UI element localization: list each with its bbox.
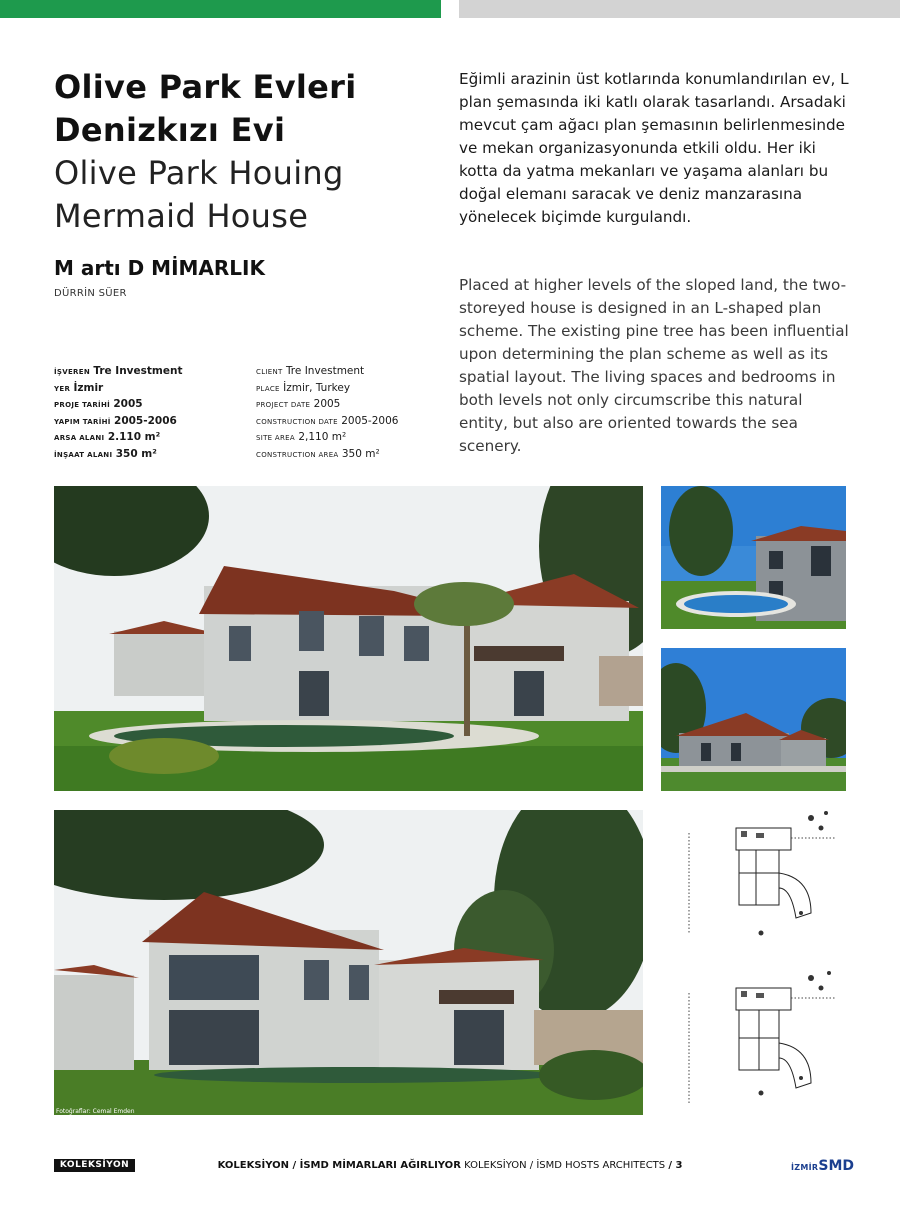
top-bar-gray bbox=[459, 0, 900, 18]
photo-house-garden bbox=[54, 810, 643, 1115]
photo-house-lawn bbox=[661, 648, 846, 791]
info-row: İŞVEREN Tre Investment bbox=[54, 365, 183, 377]
body-text-tr: Eğimli arazinin üst kotlarında konumlandırılan ev, L plan şemasında iki katlı olarak tasarlandı. Arsadaki mevcut çam ağacı plan şemasının belirlenmesinde ve mekan organizasyonunda etkili oldu. Her iki kotta da yatma mekanları ve yaşama alanları bu doğal elemanı saracak ve deniz manzarasına yönelecek biçimde kurgulandı. bbox=[459, 70, 849, 226]
izmir-smd-logo bbox=[791, 1158, 854, 1174]
info-row: ARSA ALANI 2.110 m² bbox=[54, 431, 161, 444]
architect-person: DÜRRİN SÜER bbox=[54, 288, 127, 299]
project-info-tr bbox=[54, 364, 182, 464]
title-tr-line1: Olive Park Evleri bbox=[54, 68, 357, 106]
architect-name: M artı D MİMARLIK bbox=[54, 256, 265, 280]
photo-pool-side bbox=[661, 486, 846, 629]
footer-section-tr: KOLEKSİYON / İSMD MİMARLARI AĞIRLIYOR bbox=[217, 1160, 461, 1171]
title-en-line1: Olive Park Houing bbox=[54, 154, 344, 192]
body-text-en: Placed at higher levels of the sloped land, the two-storeyed house is designed in an L-shaped plan scheme. The existing pine tree has been influential upon determining the plan scheme as well as its spatial layout. The living spaces and bedrooms in both levels not only circumscribe this natural entity, but also are oriented towards the sea scenery. bbox=[459, 276, 849, 455]
info-row: YER İzmir bbox=[54, 381, 104, 394]
page-number: 3 bbox=[675, 1160, 683, 1171]
info-row: SITE AREA 2,110 m² bbox=[256, 431, 347, 444]
photo-house-pool bbox=[54, 486, 643, 791]
info-row: YAPIM TARİHİ 2005-2006 bbox=[54, 414, 177, 427]
footer-section-text: KOLEKSİYON / İSMD MİMARLARI AĞIRLIYOR KOLEKSİYON / İSMD HOSTS ARCHITECTS / 3 bbox=[217, 1160, 683, 1171]
info-row: CONSTRUCTION AREA 350 m² bbox=[256, 447, 380, 460]
title-tr-line2: Denizkızı Evi bbox=[54, 111, 286, 149]
footer-section-en: KOLEKSİYON / İSMD HOSTS ARCHITECTS bbox=[464, 1160, 666, 1171]
floor-plans bbox=[661, 803, 846, 1115]
title-block bbox=[54, 66, 434, 238]
info-row: CONSTRUCTION DATE 2005-2006 bbox=[256, 414, 399, 427]
info-row: PROJE TARİHİ 2005 bbox=[54, 398, 143, 411]
top-bar-green bbox=[0, 0, 441, 18]
info-row: İNŞAAT ALANI 350 m² bbox=[54, 447, 157, 460]
title-en-line2: Mermaid House bbox=[54, 197, 309, 235]
info-row: CLIENT Tre Investment bbox=[256, 365, 365, 377]
brand-small: İZMİR bbox=[791, 1163, 819, 1172]
brand-big: SMD bbox=[818, 1158, 855, 1174]
photo-credit: Fotoğraflar: Cemal Emden bbox=[56, 1108, 135, 1115]
koleksiyon-logo: KOLEKSİYON bbox=[54, 1159, 135, 1172]
info-row: PLACE İzmir, Turkey bbox=[256, 381, 351, 394]
project-info-en bbox=[256, 364, 398, 464]
info-row: PROJECT DATE 2005 bbox=[256, 398, 341, 411]
